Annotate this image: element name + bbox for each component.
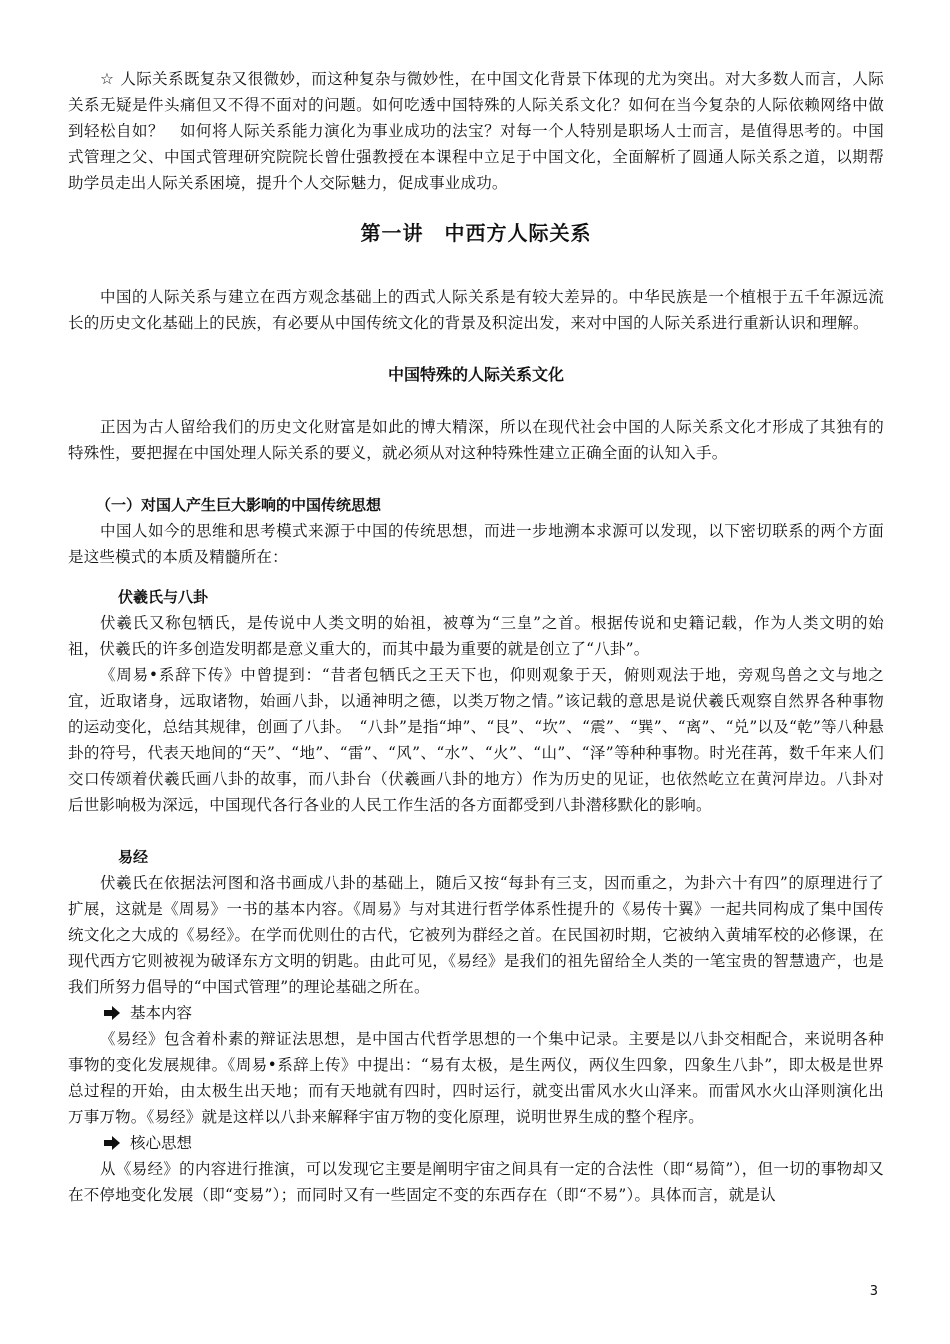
subsection-heading: （一）对国人产生巨大影响的中国传统思想 <box>96 496 382 514</box>
basic-content-bullet <box>68 1000 884 1026</box>
subsection-paragraph: 中国人如今的思维和思考模式来源于中国的传统思想，而进一步地溯本求源可以发现，以下密切联系的两个方面是这些模式的本质及精髓所在： <box>68 522 884 566</box>
spacer <box>68 466 884 492</box>
basic-content-label: 基本内容 <box>130 1004 193 1022</box>
arrow-right-icon <box>104 1006 120 1020</box>
spacer <box>68 570 884 584</box>
core-idea-bullet <box>68 1130 884 1156</box>
spacer <box>68 336 884 362</box>
fuxi-paragraph-1: 伏羲氏又称包牺氏，是传说中人类文明的始祖，被尊为“三皇”之首。根据传说和史籍记载，作为人类文明的始祖，伏羲氏的许多创造发明都是意义重大的，而其中最为重要的就是创立了“八卦”。 <box>68 614 884 658</box>
core-idea-label: 核心思想 <box>130 1134 193 1152</box>
lecture-title: 第一讲 中西方人际关系 <box>360 221 592 245</box>
page-number: 3 <box>869 1284 878 1299</box>
yijing-paragraph-1: 伏羲氏在依据法河图和洛书画成八卦的基础上，随后又按“每卦有三支，因而重之，为卦六十有四”的原理进行了扩展，这就是《周易》一书的基本内容。《周易》与对其进行哲学体系性提升的《易传十翼》一起共同构成了集中国传统文化之大成的《易经》。在学而优则仕的古代，它被列为群经之首。在民国初时期，它被纳入黄埔军校的必修课，在现代西方它则被视为破译东方文明的钥匙。由此可见，《易经》是我们的祖先留给全人类的一笔宝贵的智慧遗产，也是我们所努力倡导的“中国式管理”的理论基础之所在。 <box>68 874 884 996</box>
fuxi-paragraph-2: 《周易•系辞下传》中曾提到：“昔者包牺氏之王天下也，仰则观象于天，俯则观法于地，旁观鸟兽之文与地之宜，近取诸身，远取诸物，始画八卦，以通神明之德，以类万物之情。”该记载的意思是说伏羲氏观察自然界各种事物的运动变化，总结其规律，创画了八卦。 “八卦”是指“坤”、“艮”、“坎”、“震”、“巽”、“离”、“兑”以及“乾”等八种悬卦的符号，代表天地间的“天”、“地”、“雷”、“风”、“水”、“火”、“山”、“泽”等种种事物。时光荏苒，数千年来人们交口传颂着伏羲氏画八卦的故事，而八卦台（伏羲画八卦的地方）作为历史的见证，也依然屹立在黄河岸边。八卦对后世影响极为深远，中国现代各行各业的人民工作生活的各方面都受到八卦潜移默化的影响。 <box>68 666 884 814</box>
spacer <box>68 388 884 414</box>
arrow-right-icon <box>104 1136 120 1150</box>
spacer <box>68 248 884 284</box>
lecture-intro-paragraph: 中国的人际关系与建立在西方观念基础上的西式人际关系是有较大差异的。中华民族是一个植根于五千年源远流长的历史文化基础上的民族，有必要从中国传统文化的背景及积淀出发，来对中国的人际关系进行重新认识和理解。 <box>68 288 884 332</box>
core-idea-paragraph: 从《易经》的内容进行推演，可以发现它主要是阐明宇宙之间具有一定的合法性（即“易简”），但一切的事物却又在不停地变化发展（即“变易”）；而同时又有一些固定不变的东西存在（即“不易”）。具体而言，就是认 <box>68 1160 884 1204</box>
page-content <box>68 66 884 1208</box>
star-icon: ☆ <box>100 70 115 88</box>
section-title: 中国特殊的人际关系文化 <box>387 365 564 384</box>
intro-paragraph <box>68 66 884 196</box>
section-paragraph: 正因为古人留给我们的历史文化财富是如此的博大精深，所以在现代社会中国的人际关系文化才形成了其独有的特殊性，要把握在中国处理人际关系的要义，就必须从对这种特殊性建立正确全面的认知入手。 <box>68 418 884 462</box>
intro-text: 人际关系既复杂又很微妙，而这种复杂与微妙性，在中国文化背景下体现的尤为突出。对大多数人而言，人际关系无疑是件头痛但又不得不面对的问题。如何吃透中国特殊的人际关系文化？如何在当今复杂的人际依赖网络中做到轻松自如？ 如何将人际关系能力演化为事业成功的法宝？对每一个人特别是职场人士而言，是值得思考的。中国式管理之父、中国式管理研究院院长曾仕强教授在本课程中立足于中国文化，全面解析了圆通人际关系之道，以期帮助学员走出人际关系困境，提升个人交际魅力，促成事业成功。 <box>68 70 884 192</box>
fuxi-heading: 伏羲氏与八卦 <box>118 588 209 606</box>
yijing-heading: 易经 <box>118 848 149 866</box>
basic-content-paragraph: 《易经》包含着朴素的辩证法思想，是中国古代哲学思想的一个集中记录。主要是以八卦交相配合，来说明各种事物的变化发展规律。《周易•系辞上传》中提出：“易有太极，是生两仪，两仪生四象，四象生八卦”，即太极是世界总过程的开始，由太极生出天地；而有天地就有四时，四时运行，就变出雷风水火山泽来。而雷风水火山泽则演化出万事万物。《易经》就是这样以八卦来解释宇宙万物的变化原理，说明世界生成的整个程序。 <box>68 1030 884 1126</box>
spacer <box>68 818 884 844</box>
